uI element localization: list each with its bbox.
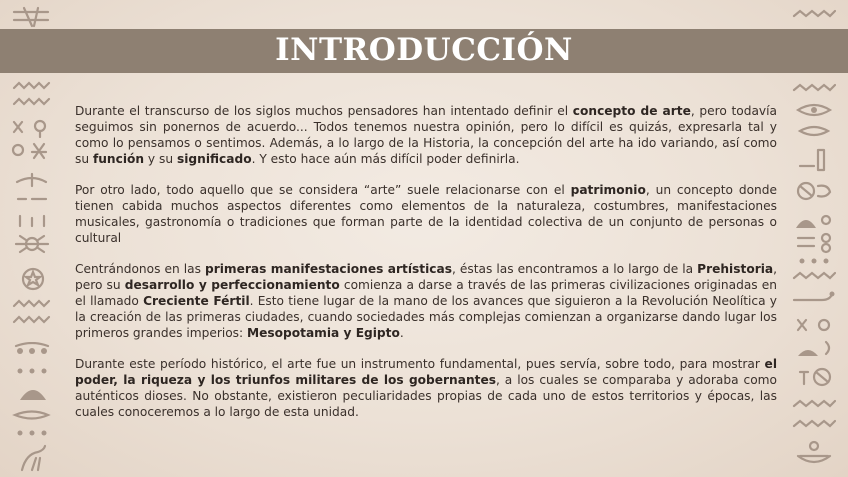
water-glyph-icon — [792, 418, 836, 430]
paragraph — [75, 104, 777, 168]
paragraph — [75, 262, 777, 342]
water-glyph-icon — [12, 96, 52, 108]
ibis-glyph-icon — [18, 444, 48, 474]
reed-glyph-icon — [14, 213, 50, 229]
body-text: , pero su — [75, 262, 777, 293]
body-text: Por otro lado, todo aquello que se considera “arte” suele relacionarse con el — [75, 183, 571, 198]
emphasis-text: el poder, la riqueza y los triunfos militares de los gobernantes — [75, 357, 777, 388]
ankh-glyph-icon — [794, 232, 834, 254]
emphasis-text: concepto de arte — [572, 104, 691, 118]
water-glyph-icon — [12, 314, 52, 326]
column-glyph-icon — [794, 146, 834, 172]
intro-text — [75, 104, 777, 436]
eye-glyph-icon — [794, 100, 834, 122]
body-text: Durante el transcurso de los siglos muchos pensadores han intentado definir el — [75, 104, 573, 118]
emphasis-text: primeras manifestaciones artísticas — [204, 262, 452, 277]
paragraph — [75, 183, 777, 247]
emphasis-text: Creciente Fértil — [143, 294, 250, 309]
body-text: . Y esto hace aún más difícil poder definirla. — [251, 151, 520, 166]
body-text: Centrándonos en las — [75, 262, 205, 277]
water-glyph-icon — [792, 398, 836, 410]
mound-glyph-icon — [16, 380, 50, 402]
ankh-glyph-icon — [10, 118, 52, 138]
body-text: , pero todavía seguimos sin ponernos de acuerdo... Todos tenemos nuestra opinión, pero lo difícil es quizás, expresarla tal y como lo pensamos o sentimos. Además, a lo largo de la Historia, la concepción del arte ha ido variando, así como su — [75, 104, 777, 166]
dots-glyph-icon — [794, 256, 834, 266]
body-text: , a los cuales se comparaba y adoraba como auténticos dioses. No obstante, existieron peculiaridades propias de cada uno de estos territorios y épocas, las cuales conoceremos a lo largo de esta unidad. — [75, 373, 777, 419]
mound-glyph-icon — [794, 338, 834, 358]
emphasis-text: patrimonio — [570, 183, 646, 198]
body-text: . — [399, 325, 404, 340]
sun-boat-glyph-icon — [12, 232, 52, 256]
body-text: Durante este período histórico, el arte fue un instrumento fundamental, pues servía, sobre todo, para mostrar — [75, 357, 765, 372]
ankh-glyph-icon — [794, 316, 834, 334]
water-glyph-icon — [792, 270, 836, 282]
water-glyph-icon — [12, 298, 52, 310]
disk-glyph-icon — [794, 180, 834, 202]
pot-glyph-icon — [794, 124, 834, 138]
emphasis-text: desarrollo y perfeccionamiento — [124, 278, 340, 293]
body-text: y su — [144, 151, 177, 166]
bread-glyph-icon — [14, 172, 50, 188]
star-glyph-icon — [20, 266, 46, 292]
emphasis-text: Prehistoria — [697, 262, 774, 277]
body-text: , un concepto donde tienen cabida muchos aspectos diferentes como elementos de la naturaleza, costumbres, manifestaciones musicales, gastronomía o tradiciones que forman parte de la identidad colectiva de un conjunto de personas o cultural — [75, 183, 777, 245]
pot-glyph-icon — [10, 140, 52, 162]
title-banner — [0, 29, 848, 73]
body-text: , éstas las encontramos a lo largo de la — [452, 262, 698, 277]
paragraph — [75, 357, 777, 421]
ripple-glyph-icon — [14, 194, 50, 204]
mound-glyph-icon — [794, 210, 834, 230]
bowl-glyph-icon — [794, 438, 834, 468]
water-glyph-icon — [12, 80, 52, 92]
body-text: . Esto tiene lugar de la mano de los avances que siguieron a la Revolución Neolítica y la creación de las primeras ciudades, cuando sociedades más complejas comienzan a organizarse dando lugar los primeros grandes imperios: — [75, 294, 777, 340]
dots-glyph-icon — [12, 342, 52, 356]
emphasis-text: significado — [176, 151, 252, 166]
emphasis-text: función — [92, 151, 145, 166]
water-glyph-icon — [792, 82, 836, 94]
dots-glyph-icon — [12, 428, 52, 438]
body-text: comienza a darse a través de las primeras civilizaciones originadas en el llamado — [75, 278, 777, 309]
disk-glyph-icon — [794, 366, 834, 388]
emphasis-text: Mesopotamia y Egipto — [247, 325, 400, 340]
serpent-glyph-icon — [792, 290, 836, 306]
page-title: INTRODUCCIÓN — [275, 32, 573, 68]
dots-glyph-icon — [12, 366, 52, 376]
scepter-glyph-icon — [12, 6, 52, 28]
feather-glyph-icon — [12, 408, 52, 422]
water-glyph-icon — [792, 8, 836, 20]
